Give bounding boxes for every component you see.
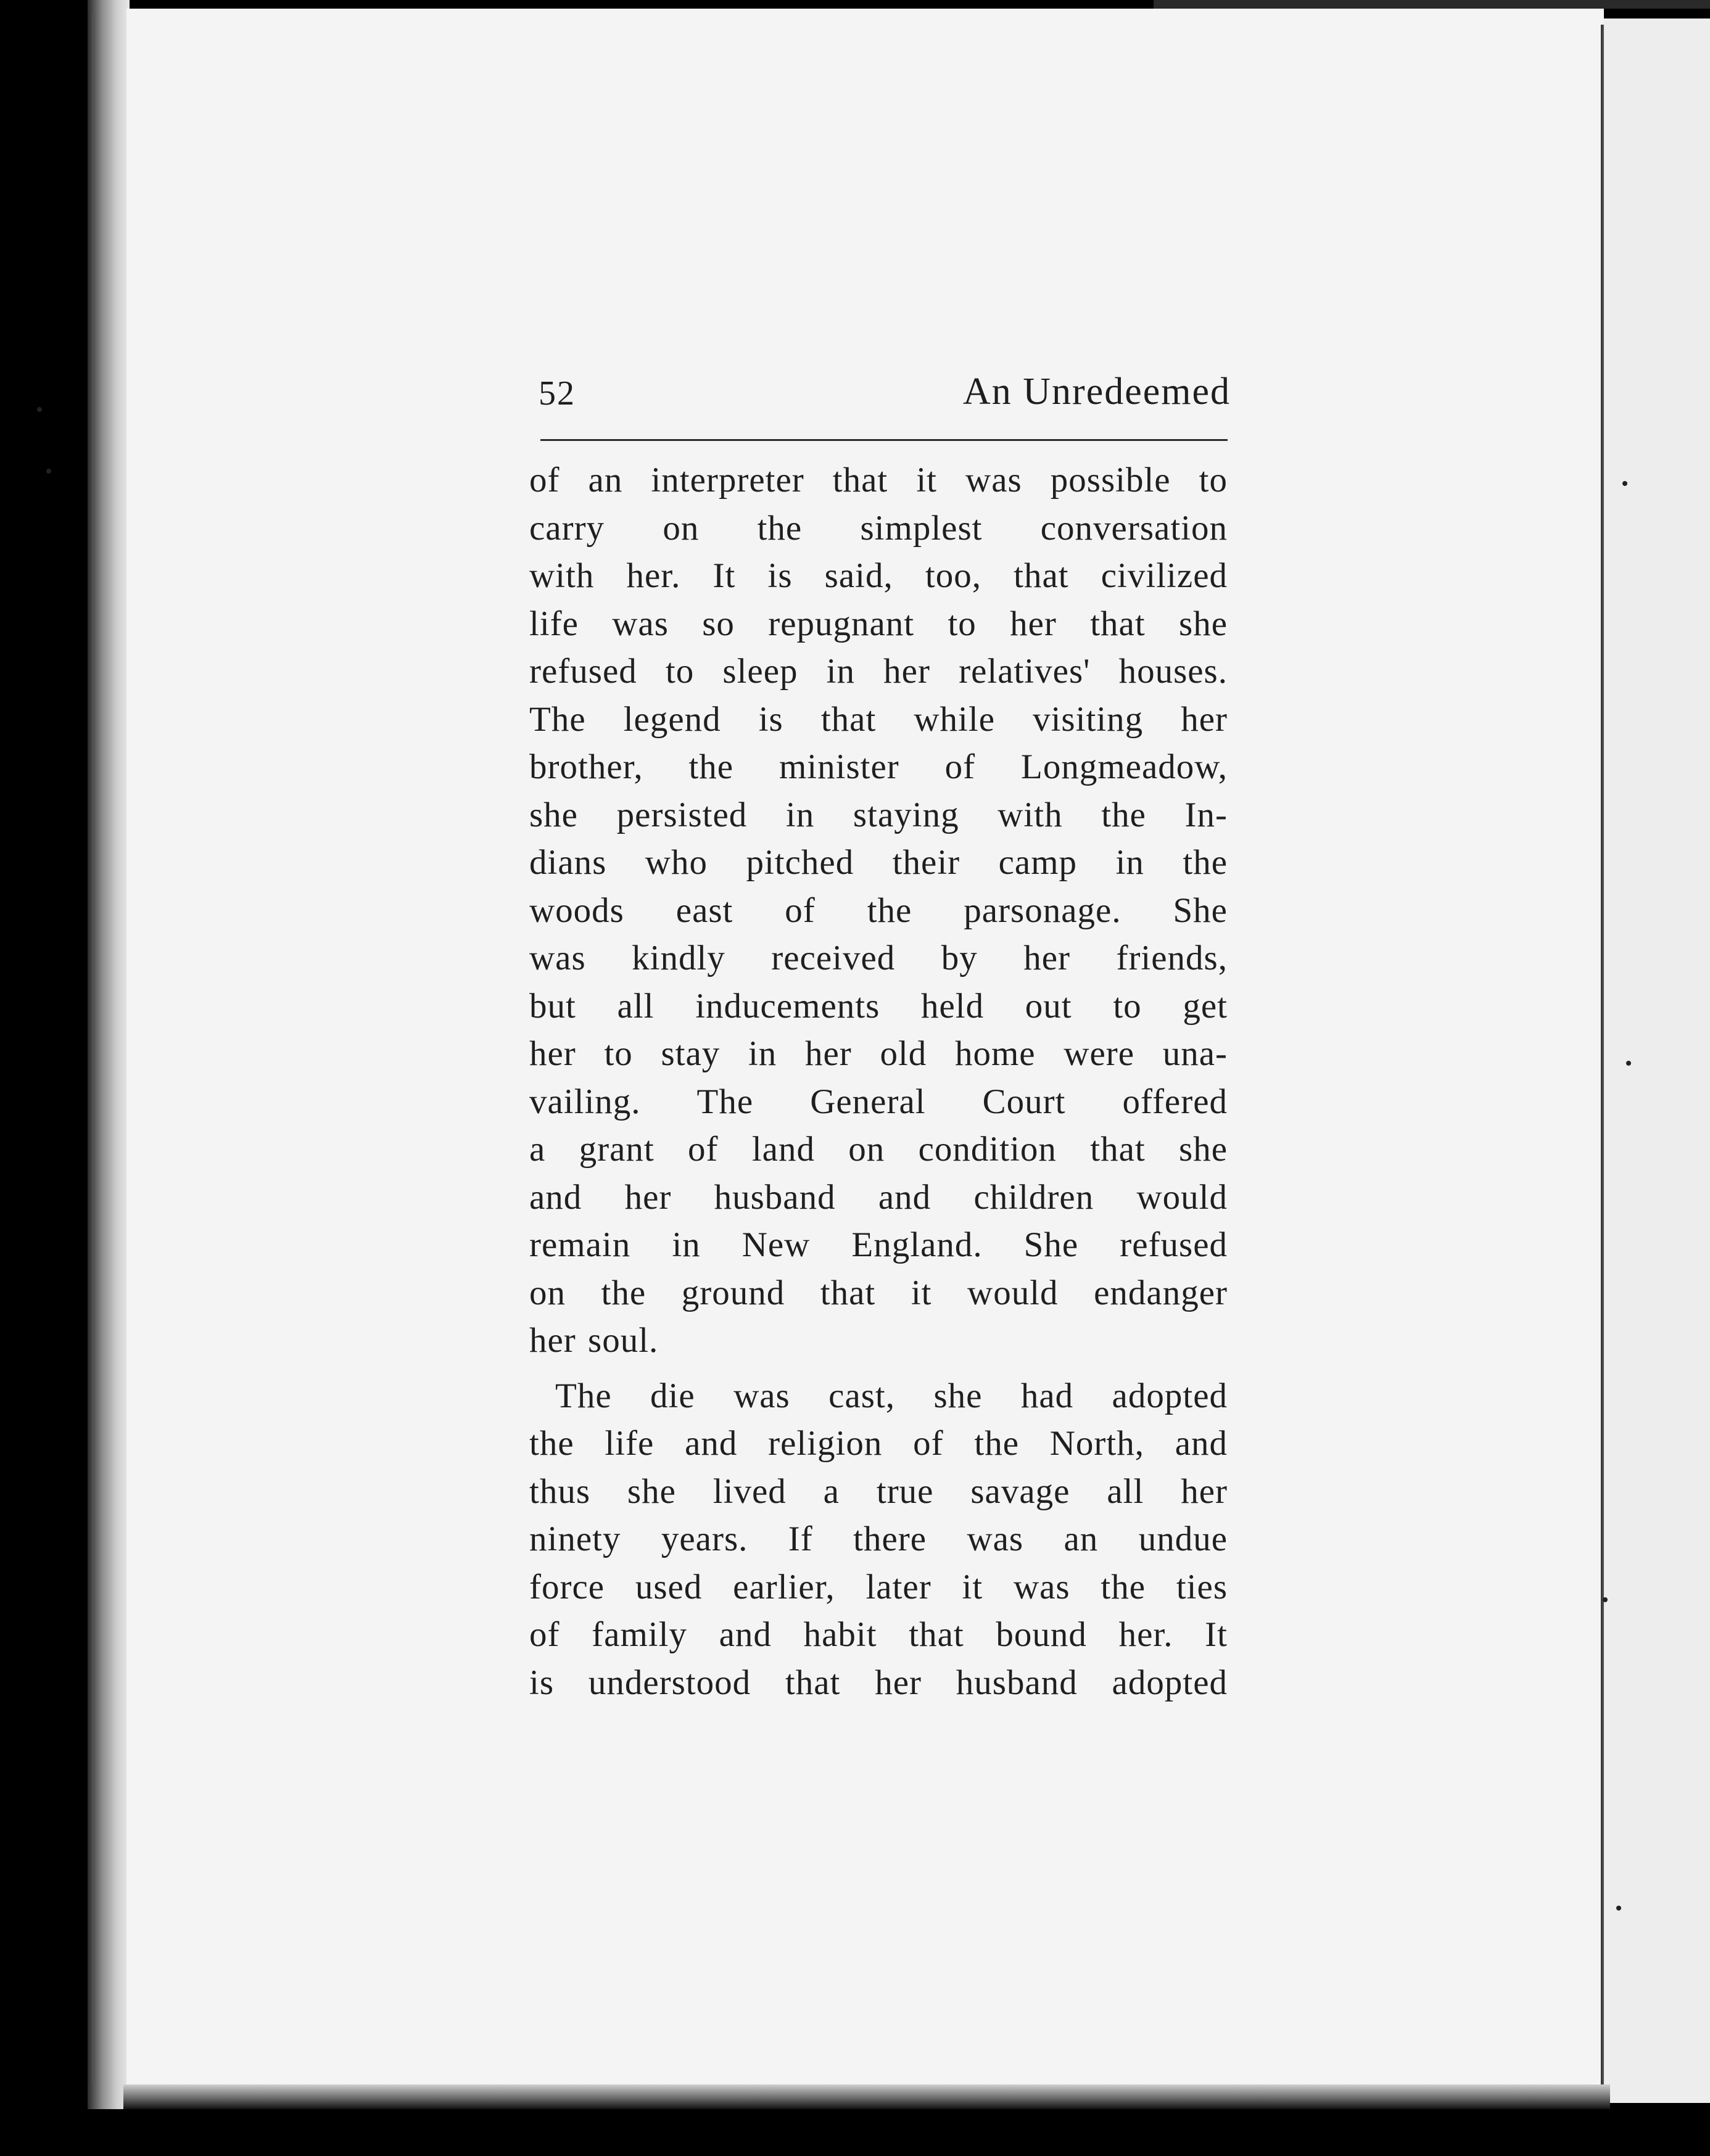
- running-head: [527, 365, 1231, 424]
- text-line: is understood that her husband adopted: [529, 1663, 1228, 1702]
- page-number: 52: [539, 374, 576, 413]
- text-line: of family and habit that bound her. It: [529, 1615, 1228, 1654]
- scan-speck: [46, 469, 51, 474]
- paragraph-gap: [529, 1365, 1228, 1372]
- text-line: with her. It is said, too, that civilized: [529, 556, 1228, 595]
- text-line: dians who pitched their camp in the: [529, 843, 1228, 882]
- text-line: refused to sleep in her relatives' houses.: [529, 652, 1228, 691]
- text-line: but all inducements held out to get: [529, 986, 1228, 1026]
- body-text: [529, 456, 1228, 1706]
- text-line: woods east of the parsonage. She: [529, 891, 1228, 930]
- scan-speck: [1616, 1906, 1621, 1911]
- text-line: her to stay in her old home were una-: [529, 1034, 1228, 1073]
- text-line: brother, the minister of Longmeadow,: [529, 747, 1228, 786]
- text-line: she persisted in staying with the In-: [529, 795, 1228, 834]
- text-line: The die was cast, she had adopted: [555, 1376, 1228, 1415]
- text-line: a grant of land on condition that she: [529, 1130, 1228, 1169]
- scan-speck: [37, 407, 42, 412]
- text-line: of an interpreter that it was possible to: [529, 461, 1228, 500]
- scan-speck: [1603, 1597, 1608, 1602]
- running-title: An Unredeemed: [963, 371, 1231, 413]
- text-line: on the ground that it would endanger: [529, 1273, 1228, 1312]
- text-line: was kindly received by her friends,: [529, 939, 1228, 977]
- scan-speck: [1626, 1061, 1631, 1066]
- text-line: force used earlier, later it was the ties: [529, 1567, 1228, 1607]
- text-line: her soul.: [529, 1321, 659, 1360]
- scan-speck: [1622, 481, 1627, 486]
- text-line: ninety years. If there was an undue: [529, 1520, 1228, 1558]
- header-rule: [540, 439, 1228, 441]
- text-line: The legend is that while visiting her: [529, 699, 1228, 739]
- text-line: life was so repugnant to her that she: [529, 604, 1228, 643]
- text-line: remain in New England. She refused: [529, 1225, 1228, 1264]
- text-line: thus she lived a true savage all her: [529, 1471, 1228, 1511]
- binding-shadow-line: [93, 12, 95, 2084]
- paragraph: [529, 1372, 1228, 1707]
- paragraph: [529, 456, 1228, 1365]
- text-line: carry on the simplest conversation: [529, 508, 1228, 548]
- page-stack-edge-bottom: [123, 2084, 1610, 2109]
- text-line: vailing. The General Court offered: [529, 1082, 1228, 1121]
- text-line: the life and religion of the North, and: [529, 1424, 1228, 1463]
- text-line: and her husband and children would: [529, 1177, 1228, 1217]
- facing-page-strip: [1604, 19, 1710, 2103]
- scan-border-top: [1154, 0, 1710, 9]
